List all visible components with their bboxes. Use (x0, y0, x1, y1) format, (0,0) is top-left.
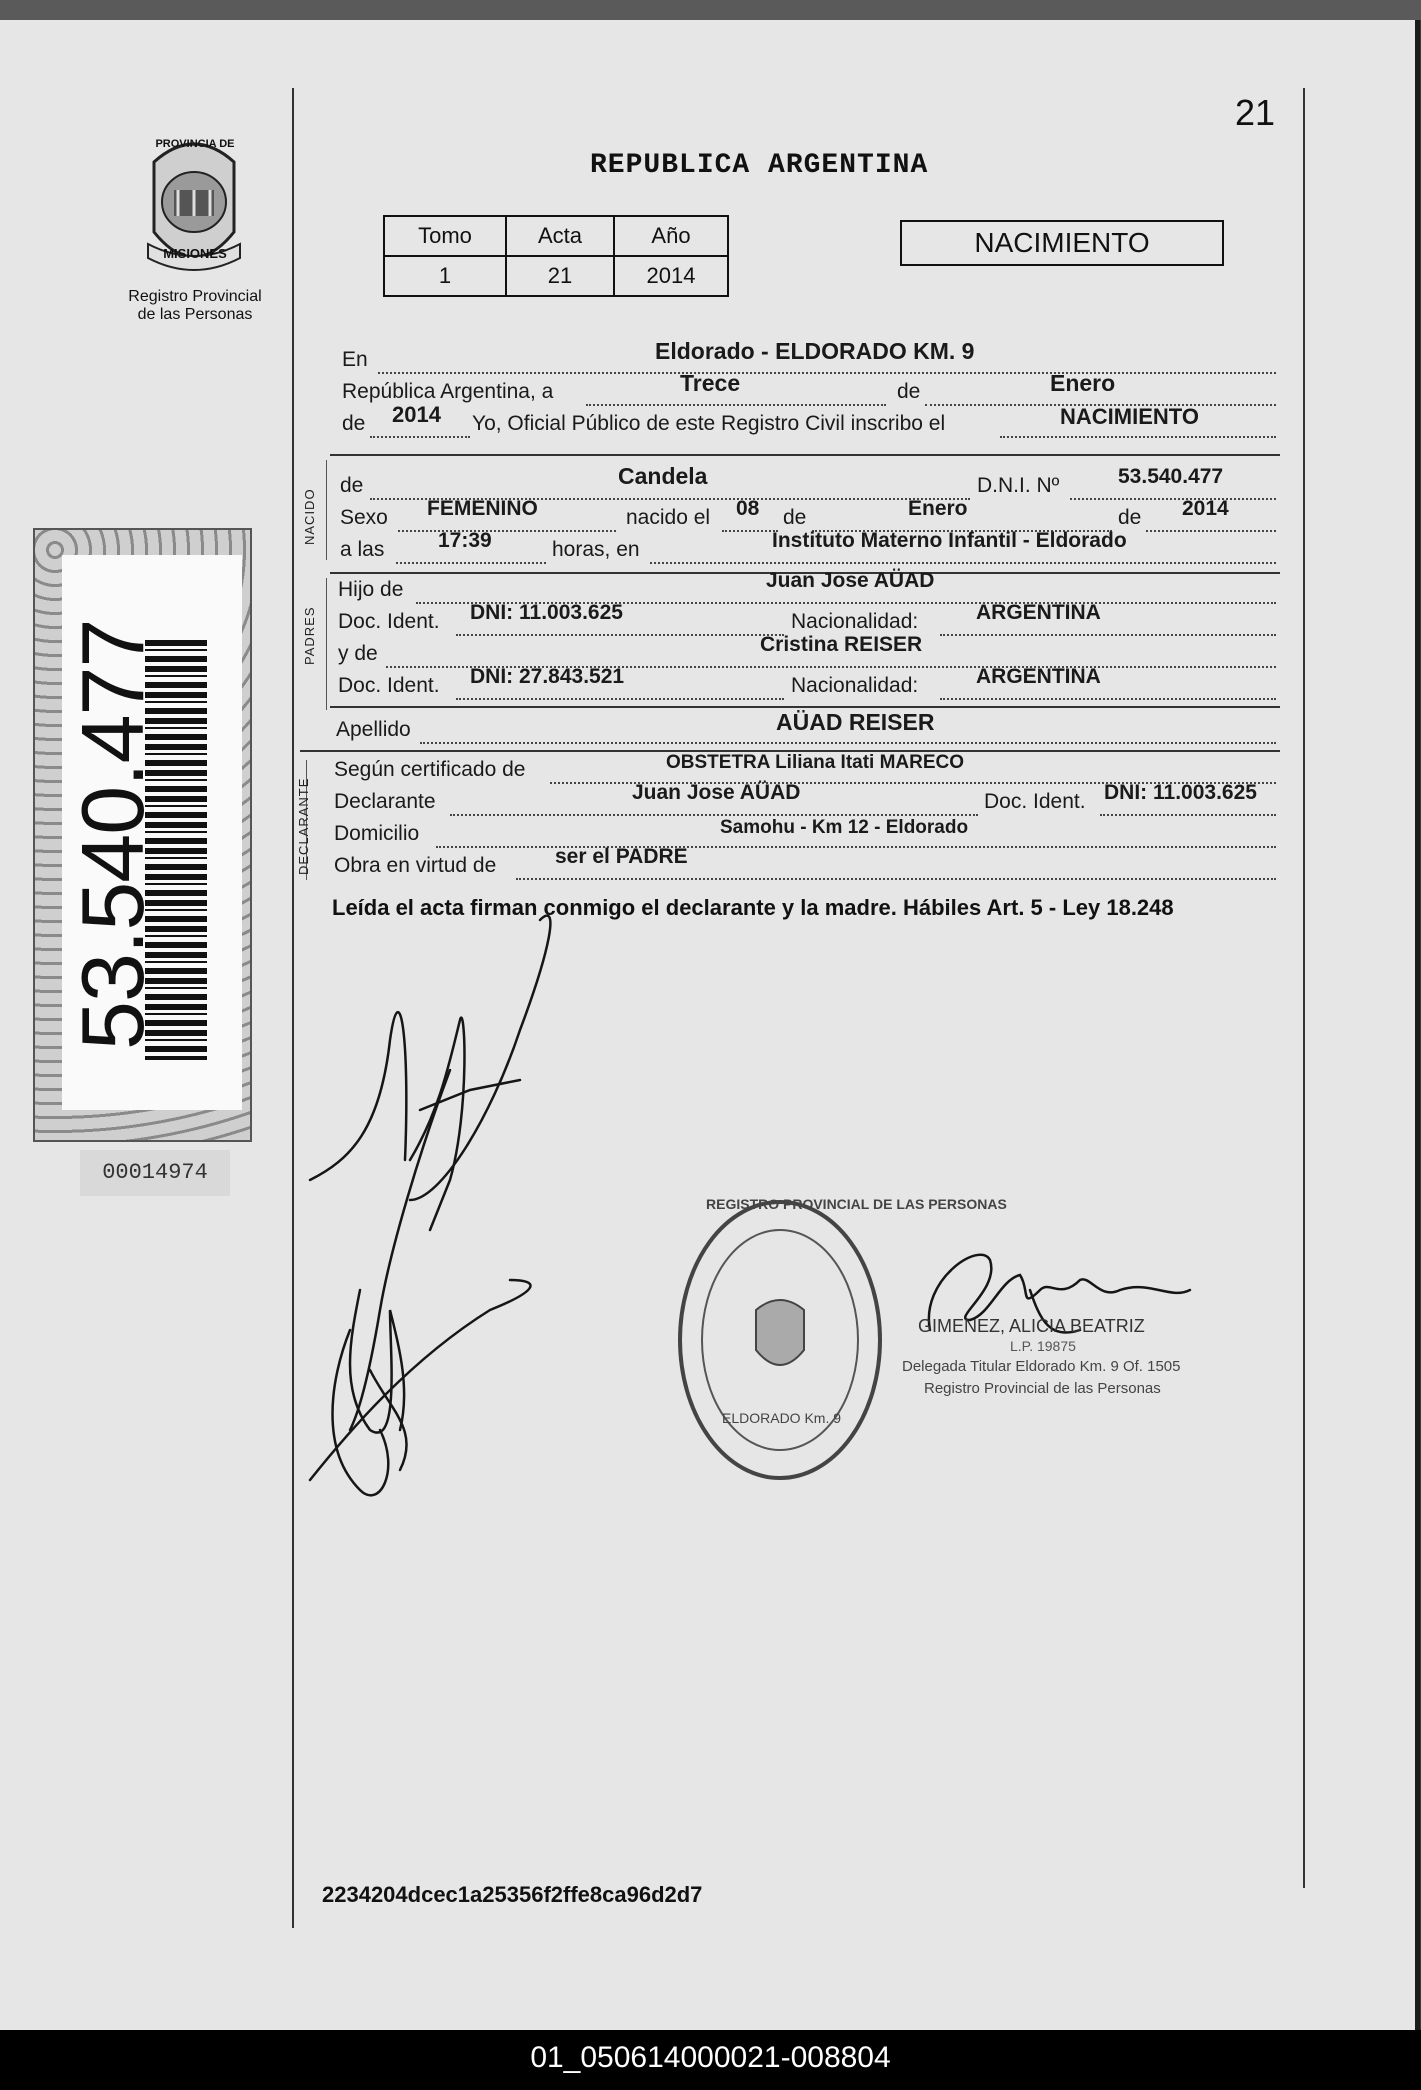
arms-text-top: PROVINCIA DE (155, 138, 235, 150)
inscription-type: NACIMIENTO (1060, 404, 1199, 429)
hora-label: a las (340, 538, 385, 561)
declarante-doc-label: Doc. Ident. (984, 790, 1086, 813)
right-margin-rule (1303, 88, 1305, 1888)
apellido-label: Apellido (336, 718, 411, 741)
cert-value: OBSTETRA Liliana Itati MARECO (666, 752, 965, 773)
dotted-line (378, 372, 1276, 374)
section-padres: PADRES (302, 606, 317, 665)
dotted-line (1000, 436, 1276, 438)
child-dni: 53.540.477 (1118, 465, 1224, 488)
header-tomo: Tomo (383, 215, 507, 257)
father-name: Juan Jose AÜAD (766, 569, 935, 592)
nacido-de-label: de (340, 474, 364, 497)
month-value: Enero (1050, 370, 1116, 396)
section-bar (326, 578, 327, 710)
serial-number: 00014974 (80, 1150, 230, 1196)
hijo-de-label: Hijo de (338, 578, 404, 601)
dotted-line (450, 814, 978, 816)
dotted-line (398, 530, 616, 532)
issuer-line1: Registro Provincial (128, 288, 262, 305)
dotted-line (1100, 814, 1276, 816)
horas-en-label: horas, en (552, 538, 640, 561)
mother-nationality: ARGENTINA (976, 665, 1101, 688)
sexo-value: FEMENINO (427, 497, 538, 520)
barcode-number: 53.540.477 (63, 619, 162, 1050)
nacido-el-label: nacido el (626, 506, 711, 529)
cert-label: Según certificado de (334, 758, 526, 781)
sexo-label: Sexo (340, 506, 388, 529)
official-org: Registro Provincial de las Personas (924, 1380, 1161, 1397)
declarante-doc: DNI: 11.003.625 (1104, 781, 1257, 804)
day-value: Trece (680, 370, 741, 396)
father-nationality: ARGENTINA (976, 601, 1101, 624)
child-name: Candela (618, 463, 708, 489)
birth-de-label: de (783, 506, 807, 529)
father-nac-label: Nacionalidad: (791, 610, 919, 633)
oficial-text: Yo, Oficial Público de este Registro Civil inscribo el (472, 412, 946, 435)
header-ano: Año (613, 215, 729, 257)
section-nacido: NACIDO (302, 488, 317, 545)
section-bar (326, 460, 327, 560)
dotted-line (516, 878, 1276, 880)
section-declarante: DECLARANTE (296, 777, 311, 875)
official-name: GIMENEZ, ALICIA BEATRIZ (918, 1316, 1145, 1336)
section-rule-apellido-top (330, 706, 1280, 708)
domicilio-label: Domicilio (334, 822, 420, 845)
page-number: 21 (1235, 92, 1276, 133)
declarante-name: Juan Jose AÜAD (632, 781, 801, 804)
value-ano: 2014 (613, 255, 729, 297)
republica-label: República Argentina, a (342, 380, 554, 403)
declarante-label: Declarante (334, 790, 436, 813)
birth-month: Enero (908, 497, 968, 520)
dotted-line (456, 698, 784, 700)
father-doc: DNI: 11.003.625 (470, 601, 623, 624)
mother-name: Cristina REISER (760, 633, 923, 656)
birth-year: 2014 (1182, 497, 1229, 520)
header-acta: Acta (505, 215, 615, 257)
place-value: Eldorado - ELDORADO KM. 9 (655, 338, 975, 364)
declarant-signature-icon (290, 910, 620, 1590)
dotted-line (420, 742, 1276, 744)
value-acta: 21 (505, 255, 615, 297)
domicilio-value: Samohu - Km 12 - Eldorado (720, 817, 969, 838)
birth-day: 08 (736, 497, 760, 520)
dotted-line (456, 634, 784, 636)
document-title: REPUBLICA ARGENTINA (590, 150, 929, 181)
dotted-line (1146, 530, 1276, 532)
document-hash: 2234204dcec1a25356f2ffe8ca96d2d7 (322, 1882, 703, 1907)
official-lp: L.P. 19875 (1010, 1338, 1076, 1354)
birth-time: 17:39 (438, 529, 492, 552)
scan-top-edge (0, 0, 1421, 20)
dotted-line (396, 562, 546, 564)
footer-code: 01_050614000021-008804 (0, 2030, 1421, 2090)
dni-label: D.N.I. Nº (977, 474, 1060, 497)
dotted-line (722, 530, 778, 532)
dotted-line (940, 634, 1276, 636)
dotted-line (650, 562, 1276, 564)
de-label: de (897, 380, 921, 403)
stamp-ring-text: REGISTRO PROVINCIAL DE LAS PERSONAS (706, 1196, 1007, 1212)
dotted-line (586, 404, 886, 406)
surname-value: AÜAD REISER (776, 709, 935, 735)
de-label-year: de (342, 412, 366, 435)
y-de-label: y de (338, 642, 378, 665)
issuer-line2: de las Personas (137, 306, 253, 323)
stamp-inner-text: ELDORADO Km. 9 (722, 1410, 842, 1426)
mother-nac-label: Nacionalidad: (791, 674, 919, 697)
mother-doc-label: Doc. Ident. (338, 674, 440, 697)
official-stamp-icon (670, 1190, 890, 1490)
record-type-box: NACIMIENTO (900, 220, 1224, 266)
birth-de-label2: de (1118, 506, 1142, 529)
dotted-line (940, 698, 1276, 700)
father-doc-label: Doc. Ident. (338, 610, 440, 633)
obra-value: ser el PADRE (555, 845, 688, 868)
mother-doc: DNI: 27.843.521 (470, 665, 625, 688)
section-rule-nacido-top (330, 454, 1280, 456)
obra-label: Obra en virtud de (334, 854, 497, 877)
dotted-line (1070, 498, 1276, 500)
arms-text-bottom: MISIONES (163, 246, 227, 261)
value-tomo: 1 (383, 255, 507, 297)
dotted-line (370, 436, 470, 438)
en-label: En (342, 348, 368, 371)
certificate-page (0, 20, 1420, 2030)
year-value: 2014 (392, 402, 441, 427)
birth-place: Instituto Materno Infantil - Eldorado (772, 529, 1127, 552)
closing-statement: Leída el acta firman conmigo el declarante y la madre. Hábiles Art. 5 - Ley 18.248 (332, 895, 1174, 920)
official-role: Delegada Titular Eldorado Km. 9 Of. 1505 (902, 1358, 1181, 1375)
